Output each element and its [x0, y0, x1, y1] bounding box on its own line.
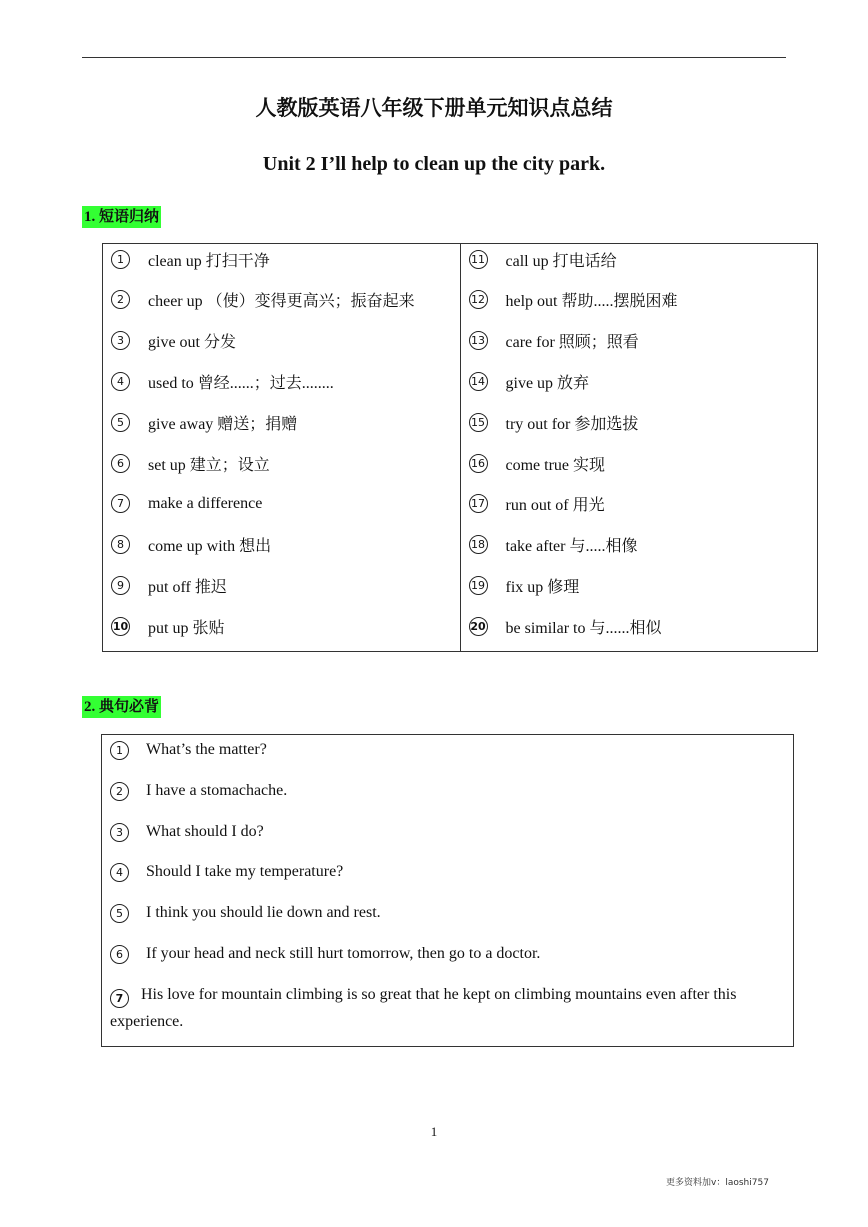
phrase-text: put up 张贴 — [148, 619, 225, 637]
phrase-item — [103, 448, 460, 478]
item-number: 12 — [469, 290, 488, 309]
item-number: 16 — [469, 454, 488, 473]
phrase-text: help out 帮助.....摆脱困难 — [505, 293, 678, 311]
item-number: 9 — [111, 576, 130, 595]
item-number: 7 — [111, 494, 130, 513]
item-number: 2 — [110, 782, 129, 801]
phrase-text: used to 曾经......；过去........ — [148, 374, 334, 392]
item-number: 4 — [111, 372, 130, 391]
phrase-item — [461, 448, 818, 478]
item-number: 3 — [111, 331, 130, 350]
sentence-item — [102, 941, 793, 967]
phrase-item — [461, 285, 818, 315]
sentence-text: I have a stomachache. — [146, 781, 288, 799]
phrase-text: give out 分发 — [148, 334, 236, 352]
item-number: 7 — [110, 989, 129, 1008]
phrase-text: set up 建立；设立 — [148, 456, 270, 474]
phrase-item — [461, 611, 818, 641]
phrase-text: give up 放弃 — [505, 374, 590, 392]
phrase-item — [103, 530, 460, 560]
item-number: 8 — [111, 535, 130, 554]
item-number: 18 — [469, 535, 488, 554]
phrase-text: fix up 修理 — [505, 578, 580, 596]
item-number: 1 — [111, 250, 130, 269]
phrase-text: call up 打电话给 — [505, 252, 617, 270]
phrase-item — [103, 326, 460, 356]
item-number: 3 — [110, 823, 129, 842]
sentence-text: What should I do? — [146, 822, 264, 840]
item-number: 2 — [111, 290, 130, 309]
phrase-item — [103, 570, 460, 600]
page-number: 1 — [430, 1124, 438, 1139]
phrase-item — [103, 611, 460, 641]
phrase-text: run out of 用光 — [505, 497, 605, 515]
sentence-text: His love for mountain climbing is so great that he kept on climbing mountains even after this experience. — [110, 986, 737, 1030]
phrase-text: come true 实现 — [505, 456, 606, 474]
sentence-item — [102, 900, 793, 926]
phrase-item — [461, 326, 818, 356]
item-number: 1 — [110, 741, 129, 760]
phrase-text: put off 推迟 — [148, 578, 227, 596]
sentence-text: If your head and neck still hurt tomorrow, then go to a doctor. — [146, 945, 541, 962]
phrase-item — [461, 530, 818, 560]
item-number: 11 — [469, 250, 488, 269]
item-number: 20 — [469, 617, 488, 636]
sentence-item — [102, 819, 793, 845]
phrase-text: give away 赠送；捐赠 — [148, 415, 298, 433]
phrase-item — [461, 570, 818, 600]
phrase-item — [461, 366, 818, 396]
sentence-item — [102, 737, 793, 763]
phrase-item — [103, 407, 460, 437]
sentence-item — [102, 778, 793, 804]
phrase-text: try out for 参加选拔 — [505, 415, 639, 433]
phrase-text: be similar to 与......相似 — [505, 619, 662, 637]
phrase-item — [103, 489, 460, 519]
phrase-item — [461, 244, 818, 274]
item-number: 5 — [111, 413, 130, 432]
phrase-item — [461, 489, 818, 519]
phrase-table — [102, 243, 818, 652]
phrase-text: take after 与.....相像 — [505, 538, 638, 556]
item-number: 4 — [110, 863, 129, 882]
unit-title: Unit 2 I’ll help to clean up the city park. — [262, 153, 606, 175]
item-number: 5 — [110, 904, 129, 923]
sentence-text: I think you should lie down and rest. — [146, 904, 381, 922]
phrase-text: make a difference — [148, 494, 263, 512]
phrase-column-right — [460, 244, 818, 651]
item-number: 10 — [111, 617, 130, 636]
sentence-item — [110, 981, 783, 1035]
phrase-text: clean up 打扫干净 — [148, 252, 270, 270]
sentence-item — [102, 859, 793, 885]
section-heading-phrases: 1. 短语归纳 — [82, 206, 161, 228]
phrase-item — [461, 407, 818, 437]
item-number: 19 — [469, 576, 488, 595]
phrase-text: care for 照顾；照看 — [505, 334, 639, 352]
sentence-text: Should I take my temperature? — [146, 863, 344, 881]
phrase-item — [103, 285, 460, 315]
phrase-item — [103, 366, 460, 396]
document-title: 人教版英语八年级下册单元知识点总结 — [255, 96, 613, 120]
item-number: 6 — [111, 454, 130, 473]
header-rule — [82, 57, 786, 58]
item-number: 15 — [469, 413, 488, 432]
phrase-item — [103, 244, 460, 274]
footer-note: 更多资料加v：laoshi757 — [666, 1178, 769, 1188]
sentence-box — [101, 734, 794, 1047]
item-number: 14 — [469, 372, 488, 391]
phrase-text: come up with 想出 — [148, 538, 272, 556]
item-number: 13 — [469, 331, 488, 350]
section-heading-sentences: 2. 典句必背 — [82, 696, 161, 718]
sentence-text: What’s the matter? — [146, 741, 267, 758]
phrase-column-left — [103, 244, 460, 651]
phrase-text: cheer up （使）变得更高兴；振奋起来 — [148, 293, 415, 311]
item-number: 6 — [110, 945, 129, 964]
item-number: 17 — [469, 494, 488, 513]
